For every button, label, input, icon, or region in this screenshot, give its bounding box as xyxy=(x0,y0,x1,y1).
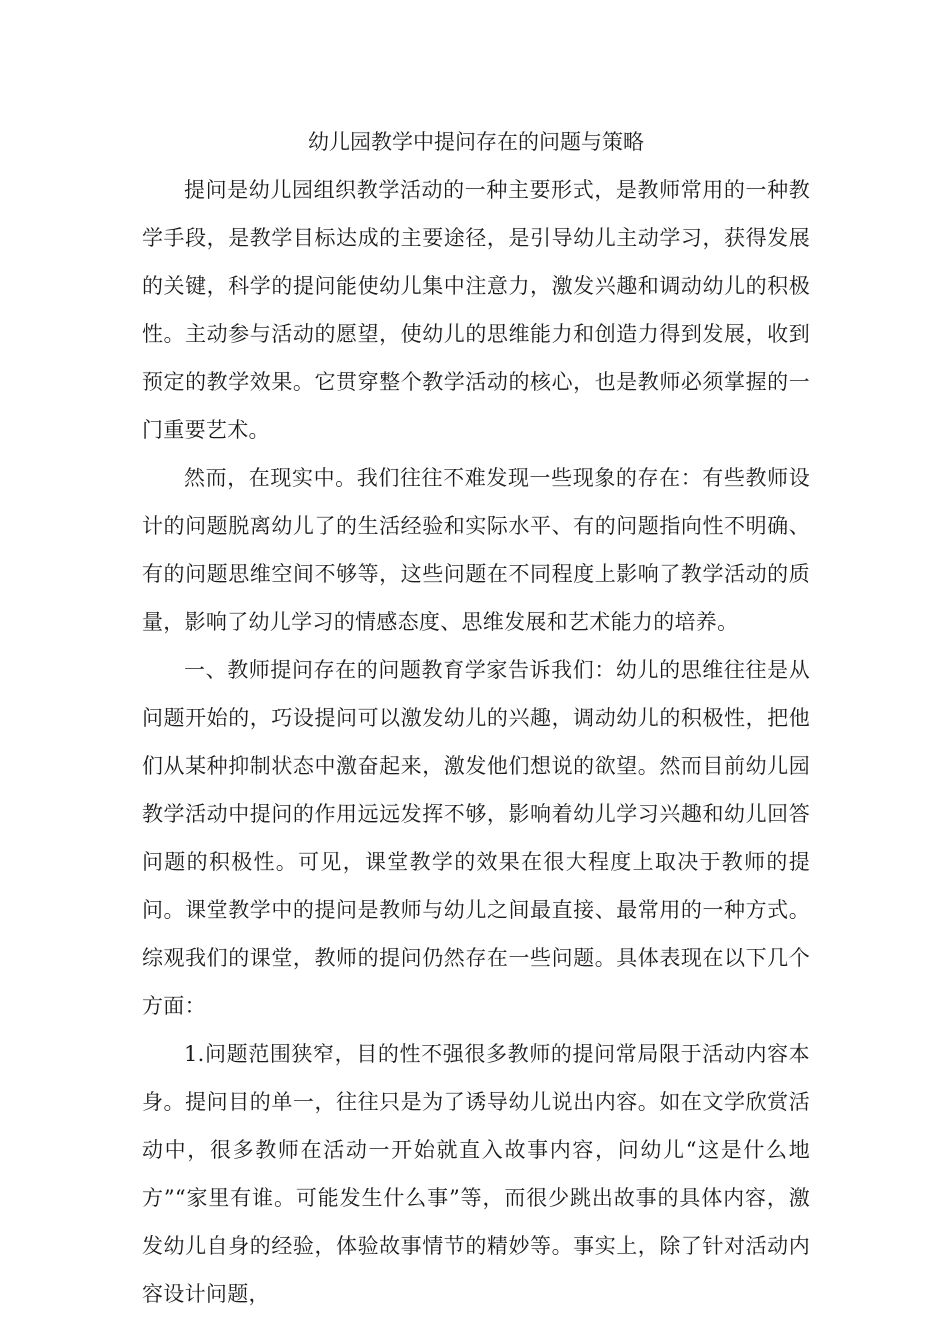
paragraph-section-one: 一、教师提问存在的问题教育学家告诉我们：幼儿的思维往往是从问题开始的，巧设提问可以激发幼儿的兴趣，调动幼儿的积极性，把他们从某种抑制状态中激奋起来，激发他们想说的欲望。然而目前幼儿园教学活动中提问的作用远远发挥不够，影响着幼儿学习兴趣和幼儿回答问题的积极性。可见，课堂教学的效果在很大程度上取决于教师的提问。课堂教学中的提问是教师与幼儿之间最直接、最常用的一种方式。综观我们的课堂，教师的提问仍然存在一些问题。具体表现在以下几个方面： xyxy=(142,658,810,1018)
document-title: 幼儿园教学中提问存在的问题与策略 xyxy=(308,130,644,154)
paragraph-point-one: 1.问题范围狭窄，目的性不强很多教师的提问常局限于活动内容本身。提问目的单一，往往只是为了诱导幼儿说出内容。如在文学欣赏活动中，很多教师在活动一开始就直入故事内容，问幼儿“这是什么地方”“家里有谁。可能发生什么事”等，而很少跳出故事的具体内容，激发幼儿自身的经验，体验故事情节的精妙等。事实上，除了针对活动内容设计问题， xyxy=(142,1042,810,1306)
paragraph-intro: 提问是幼儿园组织教学活动的一种主要形式，是教师常用的一种教学手段，是教学目标达成的主要途径，是引导幼儿主动学习，获得发展的关键，科学的提问能使幼儿集中注意力，激发兴趣和调动幼儿的积极性。主动参与活动的愿望，使幼儿的思维能力和创造力得到发展，收到预定的教学效果。它贯穿整个教学活动的核心，也是教师必须掌握的一门重要艺术。 xyxy=(142,178,810,442)
paragraph-reality: 然而，在现实中。我们往往不难发现一些现象的存在：有些教师设计的问题脱离幼儿了的生活经验和实际水平、有的问题指向性不明确、有的问题思维空间不够等，这些问题在不同程度上影响了教学活动的质量，影响了幼儿学习的情感态度、思维发展和艺术能力的培养。 xyxy=(142,466,810,634)
document-body xyxy=(142,118,810,1318)
